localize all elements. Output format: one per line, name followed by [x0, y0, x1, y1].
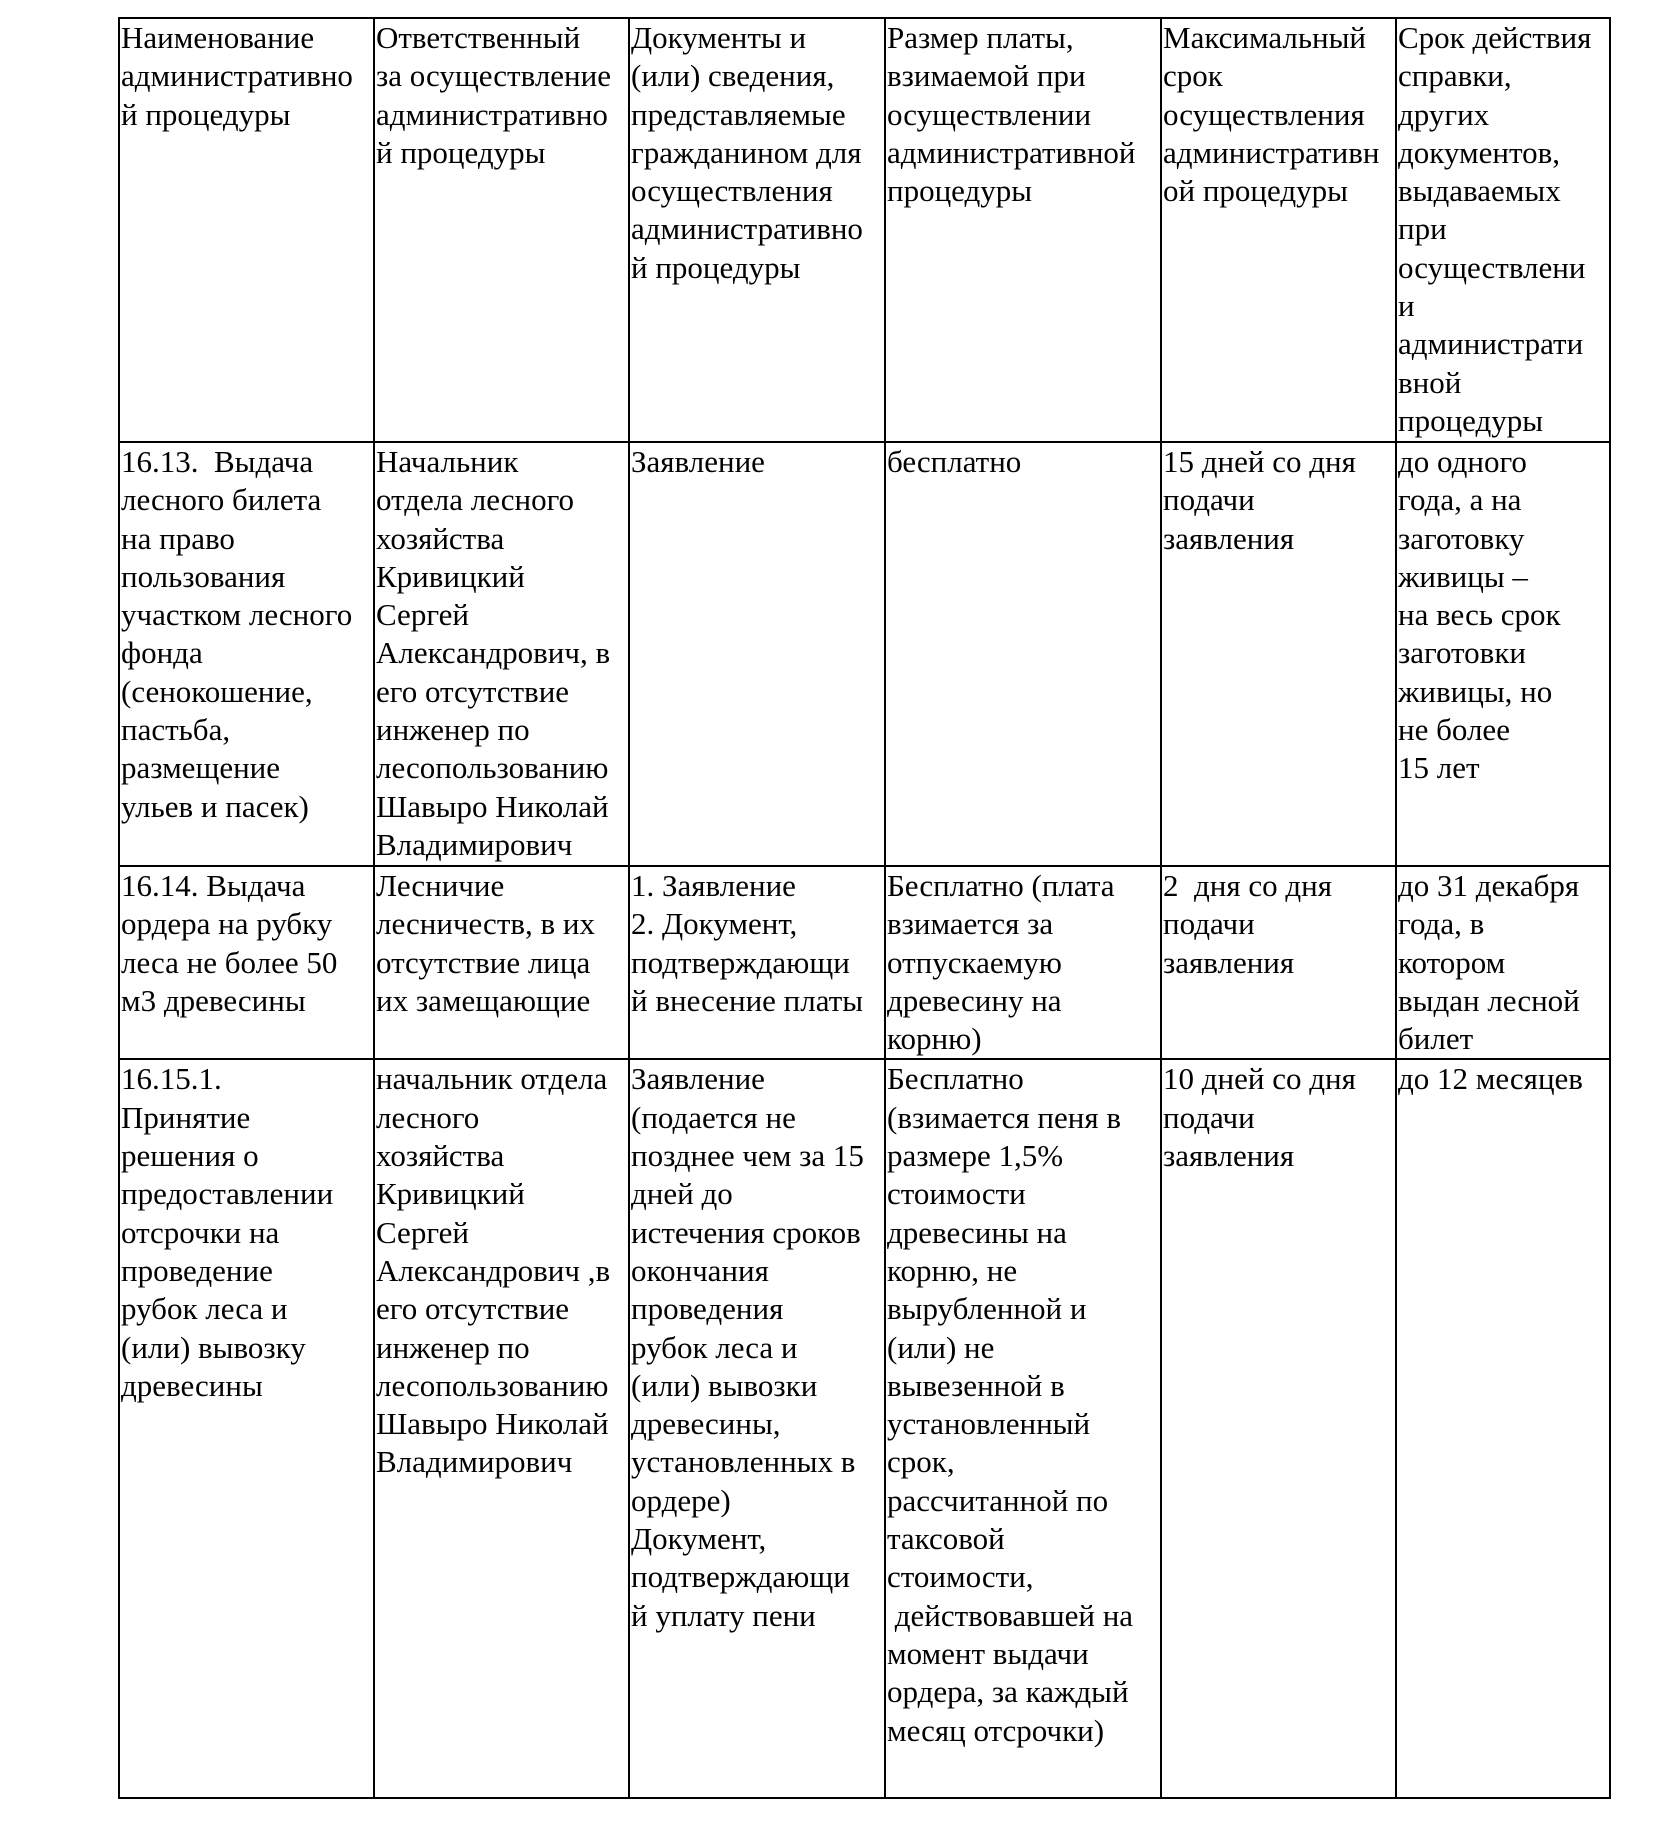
header-responsible-text: Ответственный за осуществление административно й процедуры: [376, 20, 611, 170]
row1-validity: [1396, 442, 1610, 866]
row1-fee-text: бесплатно: [887, 444, 1022, 479]
row2-fee: [885, 866, 1161, 1059]
table-row: [119, 866, 1610, 1059]
table-row: [119, 1059, 1610, 1798]
header-documents-text: Документы и (или) сведения, представляемые гражданином для осуществления административно й процедуры: [631, 20, 863, 285]
row1-validity-text: до одного года, а на заготовку живицы – на весь срок заготовки живицы, но не более 15 лет: [1398, 444, 1561, 786]
row3-validity: [1396, 1059, 1610, 1798]
header-cell-responsible: [374, 18, 629, 442]
row1-max-duration-text: 15 дней со дня подачи заявления: [1163, 444, 1356, 556]
row1-max-duration: [1161, 442, 1396, 866]
header-cell-fee: [885, 18, 1161, 442]
row1-procedure-name-text: 16.13. Выдача лесного билета на право пользования участком лесного фонда (сенокошение, пастьба, размещение ульев и пасек): [121, 444, 353, 824]
row3-fee: [885, 1059, 1161, 1798]
row2-validity: [1396, 866, 1610, 1059]
row1-procedure-name: [119, 442, 374, 866]
row3-responsible-text: начальник отдела лесного хозяйства Кривицкий Сергей Александрович ,в его отсутствие инженер по лесопользованию Шавыро Николай Владимирович: [376, 1061, 611, 1480]
row2-documents: [629, 866, 885, 1059]
row1-responsible-text: Начальник отдела лесного хозяйства Кривицкий Сергей Александрович, в его отсутствие инженер по лесопользованию Шавыро Николай Владимирович: [376, 444, 611, 862]
row3-procedure-name: [119, 1059, 374, 1798]
row3-validity-text: до 12 месяцев: [1398, 1061, 1583, 1097]
header-cell-validity: [1396, 18, 1610, 442]
header-procedure-name-text: Наименование административно й процедуры: [121, 20, 353, 132]
header-fee-text: Размер платы, взимаемой при осуществлении административной процедуры: [887, 20, 1136, 209]
row1-documents-text: Заявление: [631, 444, 765, 479]
row1-documents: [629, 442, 885, 866]
table-header-row: [119, 18, 1610, 442]
row3-max-duration-text: 10 дней со дня подачи заявления: [1163, 1061, 1356, 1174]
header-cell-max-duration: [1161, 18, 1396, 442]
row2-responsible: [374, 866, 629, 1059]
row3-max-duration: [1161, 1059, 1396, 1798]
header-max-duration-text: Максимальный срок осуществления административн ой процедуры: [1163, 20, 1380, 209]
row1-responsible: [374, 442, 629, 866]
row3-responsible: [374, 1059, 629, 1798]
row2-documents-text: 1. Заявление 2. Документ, подтверждающи й внесение платы: [631, 868, 864, 1018]
row2-procedure-name-text: 16.14. Выдача ордера на рубку леса не более 50 м3 древесины: [121, 868, 338, 1018]
row2-validity-text: до 31 декабря года, в котором выдан лесной билет: [1398, 868, 1580, 1057]
row2-max-duration-text: 2 дня со дня подачи заявления: [1163, 868, 1333, 980]
row3-documents-text: Заявление (подается не позднее чем за 15 дней до истечения сроков окончания проведения рубок леса и (или) вывозки древесины, установленных в ордере) Документ, подтверждающи й уплату пени: [631, 1061, 864, 1633]
row2-max-duration: [1161, 866, 1396, 1059]
row2-fee-text: Бесплатно (плата взимается за отпускаемую древесину на корню): [887, 868, 1115, 1057]
row1-fee: [885, 442, 1161, 866]
table-row: [119, 442, 1610, 866]
row3-procedure-name-text: 16.15.1. Принятие решения о предоставлении отсрочки на проведение рубок леса и (или) вывозку древесины: [121, 1061, 334, 1403]
row3-documents: [629, 1059, 885, 1798]
header-cell-documents: [629, 18, 885, 442]
header-cell-procedure-name: [119, 18, 374, 442]
header-validity-text: Срок действия справки, других документов, выдаваемых при осуществлени и администрати вной процедуры: [1398, 20, 1592, 438]
procedures-table: [118, 17, 1611, 1799]
row2-responsible-text: Лесничие лесничеств, в их отсутствие лица их замещающие: [376, 868, 595, 1018]
row3-fee-text: Бесплатно (взимается пеня в размере 1,5% стоимости древесины на корню, не вырубленной и (или) не вывезенной в установленный срок, рассчитанной по таксовой стоимости, действовавшей на момент выдачи ордера, за каждый месяц отсрочки): [887, 1061, 1134, 1748]
row2-procedure-name: [119, 866, 374, 1059]
